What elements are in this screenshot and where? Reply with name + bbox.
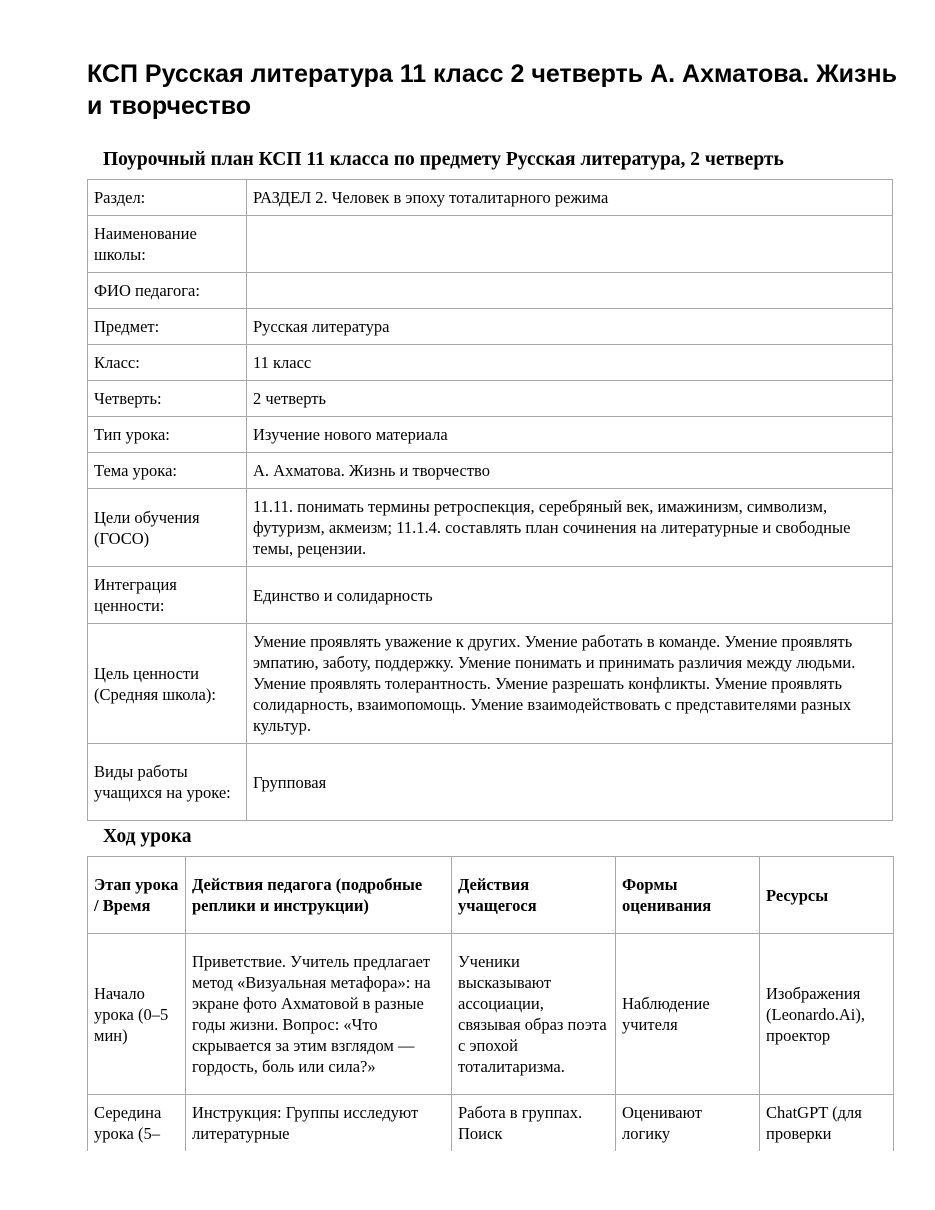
column-header-assessment: Формы оценивания [616,857,760,934]
info-label: Наименование школы: [88,216,247,273]
student-actions-cell: Ученики высказывают ассоциации, связывая образ поэта с эпохой тоталитаризма. [452,934,616,1095]
info-value [247,216,893,273]
info-value: 11.11. понимать термины ретроспекция, серебряный век, имажинизм, символизм, футуризм, акмеизм; 11.1.4. составлять план сочинения на литературные и свободные темы, рецензии. [247,489,893,567]
info-label: Цель ценности (Средняя школа): [88,624,247,744]
column-header-resources: Ресурсы [760,857,894,934]
table-row [88,624,893,744]
lesson-info-table [87,179,893,821]
info-value: Групповая [247,744,893,821]
info-value: Единство и солидарность [247,567,893,624]
teacher-actions-cell: Приветствие. Учитель предлагает метод «Визуальная метафора»: на экране фото Ахматовой в разные годы жизни. Вопрос: «Что скрывается за этим взглядом — гордость, боль или сила?» [186,934,452,1095]
table-row [88,453,893,489]
table-row [88,180,893,216]
table-row [88,744,893,821]
student-actions-cell: Работа в группах. Поиск [452,1095,616,1152]
assessment-cell: Оценивают логику [616,1095,760,1152]
info-value: Умение проявлять уважение к других. Умение работать в команде. Умение проявлять эмпатию, заботу, поддержку. Умение понимать и принимать различия между людьми. Умение проявлять толерантность. Умение разрешать конфликты. Умение проявлять солидарность, взаимопомощь. Умение взаимодействовать с представителями разных культур. [247,624,893,744]
resources-cell: Изображения (Leonardo.Ai), проектор [760,934,894,1095]
info-label: Предмет: [88,309,247,345]
info-label: Четверть: [88,381,247,417]
stage-cell: Начало урока (0–5 мин) [88,934,186,1095]
table-row [88,381,893,417]
info-label: Раздел: [88,180,247,216]
info-value: РАЗДЕЛ 2. Человек в эпоху тоталитарного режима [247,180,893,216]
column-header-student-actions: Действия учащегося [452,857,616,934]
column-header-stage: Этап урока / Время [88,857,186,934]
lesson-flow-table [87,856,894,1151]
info-label: Класс: [88,345,247,381]
document-title: КСП Русская литература 11 класс 2 четверть А. Ахматова. Жизнь и творчество [87,60,897,120]
table-row [88,417,893,453]
info-value: А. Ахматова. Жизнь и творчество [247,453,893,489]
table-row [88,309,893,345]
info-value: Русская литература [247,309,893,345]
column-header-teacher-actions: Действия педагога (подробные реплики и инструкции) [186,857,452,934]
info-label: Цели обучения (ГОСО) [88,489,247,567]
info-label: Тип урока: [88,417,247,453]
table-row [88,273,893,309]
info-label: Виды работы учащихся на уроке: [88,744,247,821]
lesson-plan-heading: Поурочный план КСП 11 класса по предмету Русская литература, 2 четверть [103,149,784,170]
info-value: 2 четверть [247,381,893,417]
table-row [88,567,893,624]
table-row [88,345,893,381]
info-label: ФИО педагога: [88,273,247,309]
table-header-row [88,857,894,934]
info-label: Интеграция ценности: [88,567,247,624]
teacher-actions-cell: Инструкция: Группы исследуют литературные [186,1095,452,1152]
stage-cell: Середина урока (5– [88,1095,186,1152]
info-value: 11 класс [247,345,893,381]
info-value: Изучение нового материала [247,417,893,453]
table-row [88,934,894,1095]
info-label: Тема урока: [88,453,247,489]
resources-cell: ChatGPT (для проверки [760,1095,894,1152]
info-value [247,273,893,309]
assessment-cell: Наблюдение учителя [616,934,760,1095]
lesson-flow-heading: Ход урока [103,826,192,847]
table-row [88,489,893,567]
table-row [88,216,893,273]
table-row [88,1095,894,1152]
